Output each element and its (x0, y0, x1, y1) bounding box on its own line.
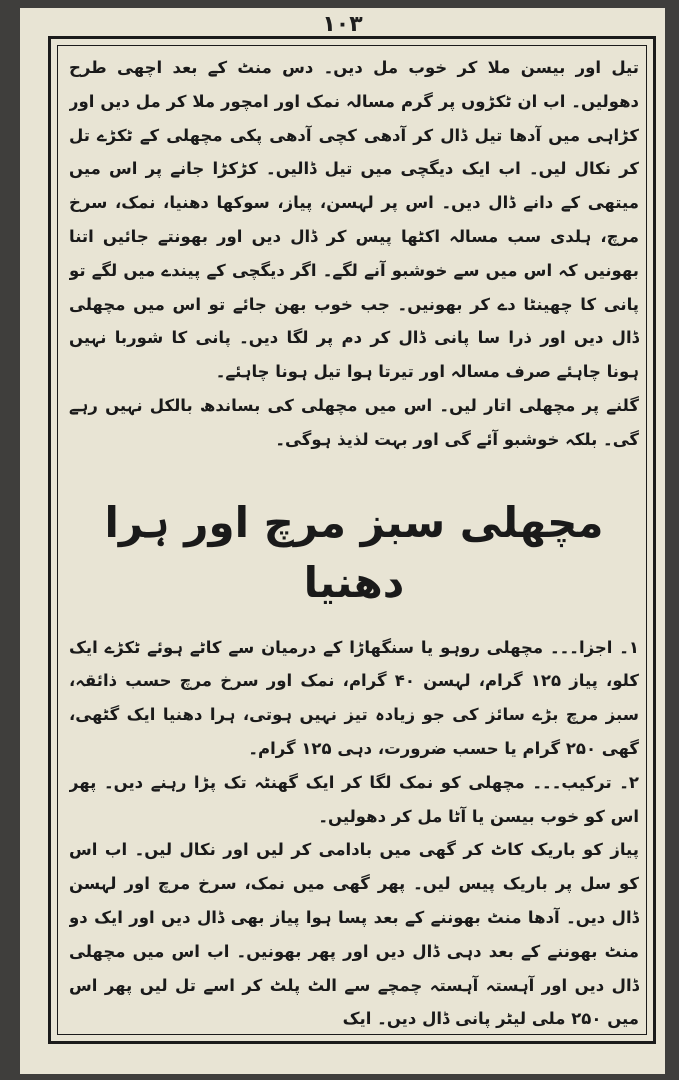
method-paragraph-1: ۲۔ ترکیب۔۔۔ مچھلی کو نمک لگا کر ایک گھنٹہ تک پڑا رہنے دیں۔ پھر اس کو خوب بیسن یا آٹا مل کر دھولیں۔ (69, 772, 639, 826)
ingredients-paragraph: ۱۔ اجزا۔۔۔ مچھلی روہو یا سنگھاڑا کے درمیان سے کاٹے ہوئے ٹکڑے ایک کلو، پیاز ۱۲۵ گرام، لہسن ۴۰ گرام، نمک اور سرخ مرچ حسب ذائقہ، سبز مرچ بڑے سائز کی جو زیادہ تیز نہیں ہوتی، ہرا دھنیا ایک گٹھی، گھی ۲۵۰ گرام یا حسب ضرورت، دہی ۱۲۵ گرام۔ (69, 637, 639, 758)
method-paragraph-2: پیاز کو باریک کاٹ کر گھی میں بادامی کر لیں اور نکال لیں۔ اب اس کو سل پر باریک پیس لیں۔ پھر گھی میں نمک، سرخ مرچ اور لہسن ڈال دیں۔ آدھا منٹ بھوننے کے بعد پسا ہوا پیاز بھی ڈال دیں اور ایک دو منٹ بھوننے کے بعد دہی ڈال دیں اور پھر بھونیں۔ اب اس میں مچھلی ڈال دیں اور آہستہ آہستہ چمچے سے الٹ پلٹ کر اسے تل لیں پھر اس میں ۲۵۰ ملی لیٹر پانی ڈال دیں۔ ایک (69, 840, 639, 1029)
intro-paragraph-2: گلنے پر مچھلی اتار لیں۔ اس میں مچھلی کی بساندھ بالکل نہیں رہے گی۔ بلکہ خوشبو آئے گی اور بہت لذیذ ہوگی۔ (69, 395, 639, 449)
page-text (69, 51, 639, 1031)
page-number: ۱۰۳ (322, 12, 363, 37)
page-border (48, 36, 656, 1044)
recipe-title: مچھلی سبز مرچ اور ہرا دھنیا (104, 497, 604, 607)
book-page (20, 8, 665, 1074)
intro-paragraph-1: تیل اور بیسن ملا کر خوب مل دیں۔ دس منٹ کے بعد اچھی طرح دھولیں۔ اب ان ٹکڑوں پر گرم مسالہ نمک اور امچور ملا کر مل دیں اور کڑاہی میں آدھا تیل ڈال کر آدھی کچی آدھی پکی مچھلی کے ٹکڑے تل کر نکال لیں۔ اب ایک دیگچی میں تیل ڈالیں۔ کڑکڑا جانے پر اس میں میتھی کے دانے ڈال دیں۔ اس پر لہسن، پیاز، سوکھا دھنیا، نمک، سرخ مرچ، ہلدی سب مسالہ اکٹھا پیس کر ڈال دیں اور بھونتے جائیں اتنا بھونیں کہ اس میں سے خوشبو آنے لگے۔ اگر دیگچی کے پیندے میں لگے تو پانی کا چھینٹا دے کر بھونیں۔ جب خوب بھن جائے تو اس میں مچھلی ڈال دیں اور ذرا سا پانی ڈال کر دم پر لگا دیں۔ پانی کا شوربا نہیں ہونا چاہئے صرف مسالہ اور تیرتا ہوا تیل ہونا چاہئے۔ (69, 58, 639, 382)
